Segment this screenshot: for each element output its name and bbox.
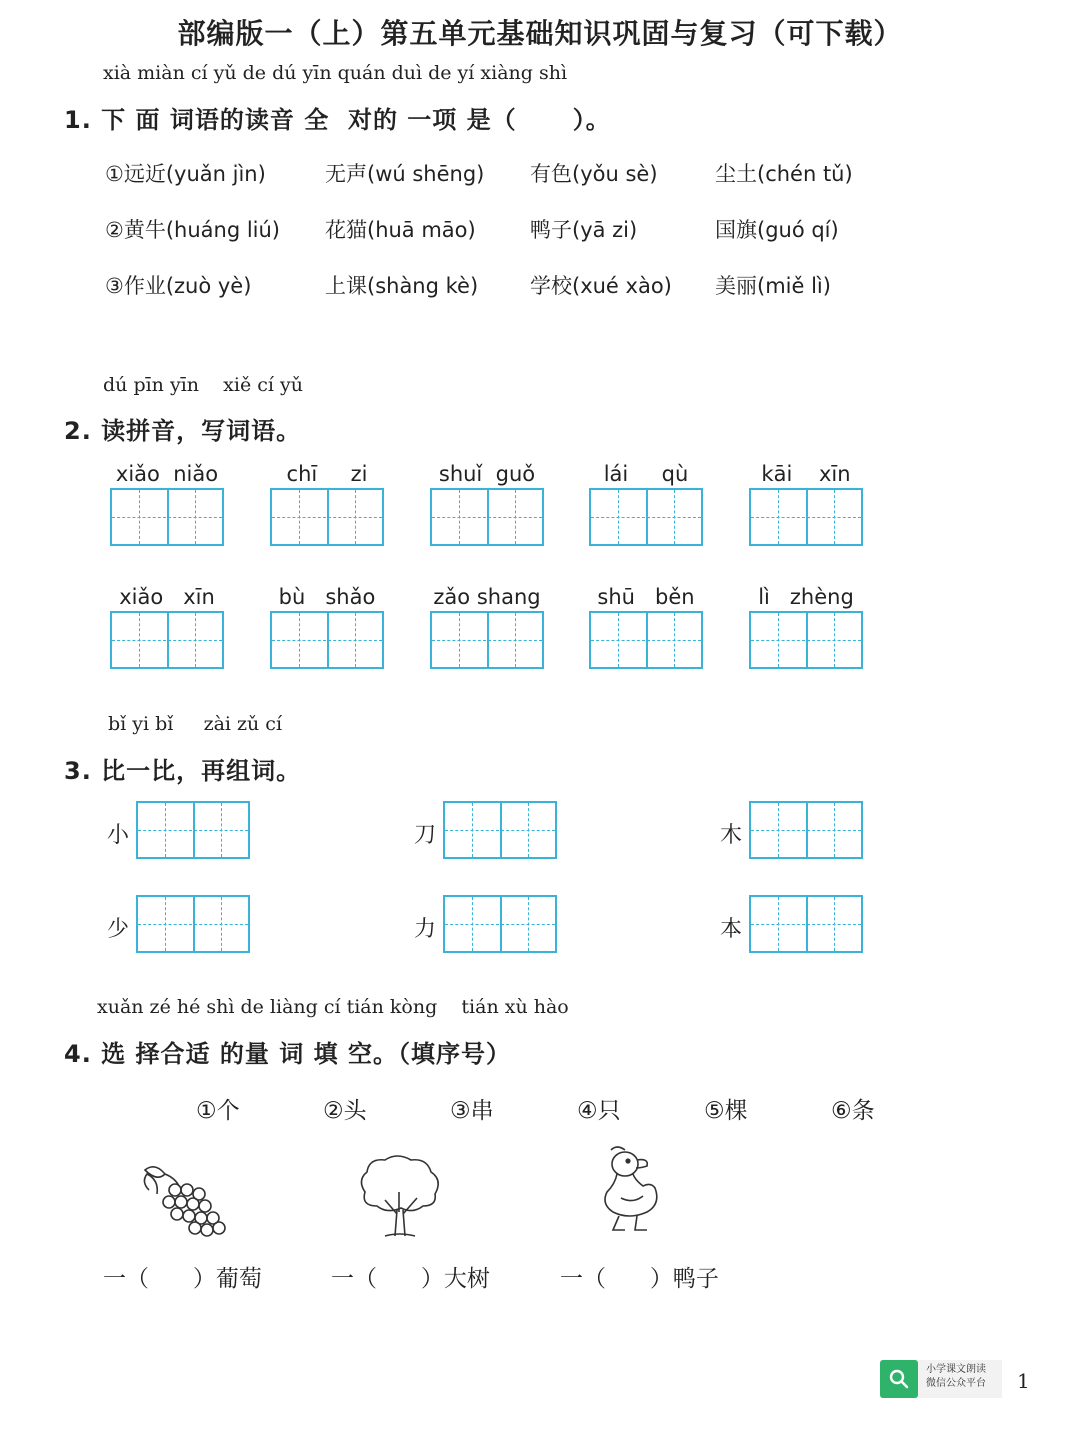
- fill-blank-grapes[interactable]: 一（ ）葡萄: [103, 1266, 262, 1292]
- badge-line: 微信公众平台: [926, 1378, 986, 1389]
- q1-option: ③作业(zuò yè): [105, 274, 252, 298]
- compare-char: 少: [107, 917, 130, 942]
- q2-word-pinyin: shuǐ guǒ: [438, 462, 536, 486]
- measure-word-option: ⑤棵: [704, 1098, 748, 1124]
- q1-option: 无声(wú shēng): [325, 162, 485, 186]
- writing-grid[interactable]: [749, 611, 863, 669]
- compare-char: 刀: [414, 823, 437, 848]
- q3-stem: 3. 比一比，再组词。: [64, 757, 302, 785]
- writing-grid[interactable]: [749, 488, 863, 546]
- page-title: 部编版一（上）第五单元基础知识巩固与复习（可下载）: [177, 17, 903, 50]
- measure-word-option: ③串: [450, 1098, 494, 1124]
- q2-word-pinyin: zǎo shang: [433, 585, 541, 609]
- compare-char: 力: [414, 917, 437, 942]
- page-number: 1: [1017, 1369, 1030, 1393]
- writing-grid[interactable]: [270, 488, 384, 546]
- q2-stem: 2. 读拼音，写词语。: [64, 417, 302, 445]
- measure-word-option: ④只: [577, 1098, 621, 1124]
- measure-word-option: ②头: [323, 1098, 367, 1124]
- writing-grid[interactable]: [430, 488, 544, 546]
- q2-word-pinyin: shū běn: [597, 585, 695, 609]
- compare-char: 木: [720, 823, 743, 848]
- q1-option: ②黄牛(huáng liú): [105, 218, 280, 242]
- writing-grid[interactable]: [270, 611, 384, 669]
- writing-grid[interactable]: [749, 895, 863, 953]
- writing-grid[interactable]: [136, 801, 250, 859]
- compare-char: 本: [720, 917, 743, 942]
- q1-option: 花猫(huā māo): [325, 218, 476, 242]
- writing-grid[interactable]: [136, 895, 250, 953]
- writing-grid[interactable]: [430, 611, 544, 669]
- writing-grid[interactable]: [589, 611, 703, 669]
- writing-grid[interactable]: [443, 801, 557, 859]
- fill-blank-tree[interactable]: 一（ ）大树: [331, 1266, 490, 1292]
- search-icon: [880, 1360, 918, 1398]
- q1-option: 学校(xué xào): [530, 274, 672, 298]
- q4-pinyin: xuǎn zé hé shì de liàng cí tián kòng tián xù hào: [97, 996, 569, 1018]
- duck-icon: [595, 1142, 670, 1237]
- q1-option: 尘土(chén tǔ): [715, 162, 853, 186]
- q1-pinyin: xià miàn cí yǔ de dú yīn quán duì de yí xiàng shì: [103, 62, 568, 84]
- q4-stem: 4. 选 择合适 的量 词 填 空。（填序号）: [64, 1040, 511, 1068]
- writing-grid[interactable]: [110, 488, 224, 546]
- fill-blank-duck[interactable]: 一（ ）鸭子: [560, 1266, 719, 1292]
- writing-grid[interactable]: [110, 611, 224, 669]
- q2-word-pinyin: lì zhèng: [758, 585, 854, 609]
- compare-char: 小: [107, 823, 130, 848]
- badge-line: 小学课文朗读: [926, 1364, 986, 1375]
- q1-option: ①远近(yuǎn jìn): [105, 162, 266, 186]
- q1-option: 有色(yǒu sè): [530, 162, 658, 186]
- q2-word-pinyin: xiǎo xīn: [119, 585, 215, 609]
- q2-word-pinyin: xiǎo niǎo: [115, 462, 219, 486]
- wechat-badge: [880, 1360, 1002, 1398]
- writing-grid[interactable]: [749, 801, 863, 859]
- measure-word-option: ①个: [196, 1098, 240, 1124]
- q2-word-pinyin: bù shǎo: [278, 585, 376, 609]
- tree-icon: [355, 1152, 445, 1237]
- q3-pinyin: bǐ yi bǐ zài zǔ cí: [108, 713, 283, 735]
- q2-word-pinyin: kāi xīn: [761, 462, 851, 486]
- q1-option: 国旗(guó qí): [715, 218, 839, 242]
- badge-text: [926, 1363, 986, 1391]
- grapes-icon: [135, 1160, 230, 1240]
- q1-option: 上课(shàng kè): [325, 274, 479, 298]
- q2-word-pinyin: chī zi: [286, 462, 368, 486]
- q1-option: 美丽(miě lì): [715, 274, 831, 298]
- writing-grid[interactable]: [589, 488, 703, 546]
- q2-pinyin: dú pīn yīn xiě cí yǔ: [103, 374, 303, 396]
- measure-word-option: ⑥条: [831, 1098, 875, 1124]
- q1-option: 鸭子(yā zi): [530, 218, 638, 242]
- q1-stem: 1. 下 面 词语的读音 全 对的 一项 是（ ）。: [64, 106, 611, 134]
- q2-word-pinyin: lái qù: [603, 462, 689, 486]
- writing-grid[interactable]: [443, 895, 557, 953]
